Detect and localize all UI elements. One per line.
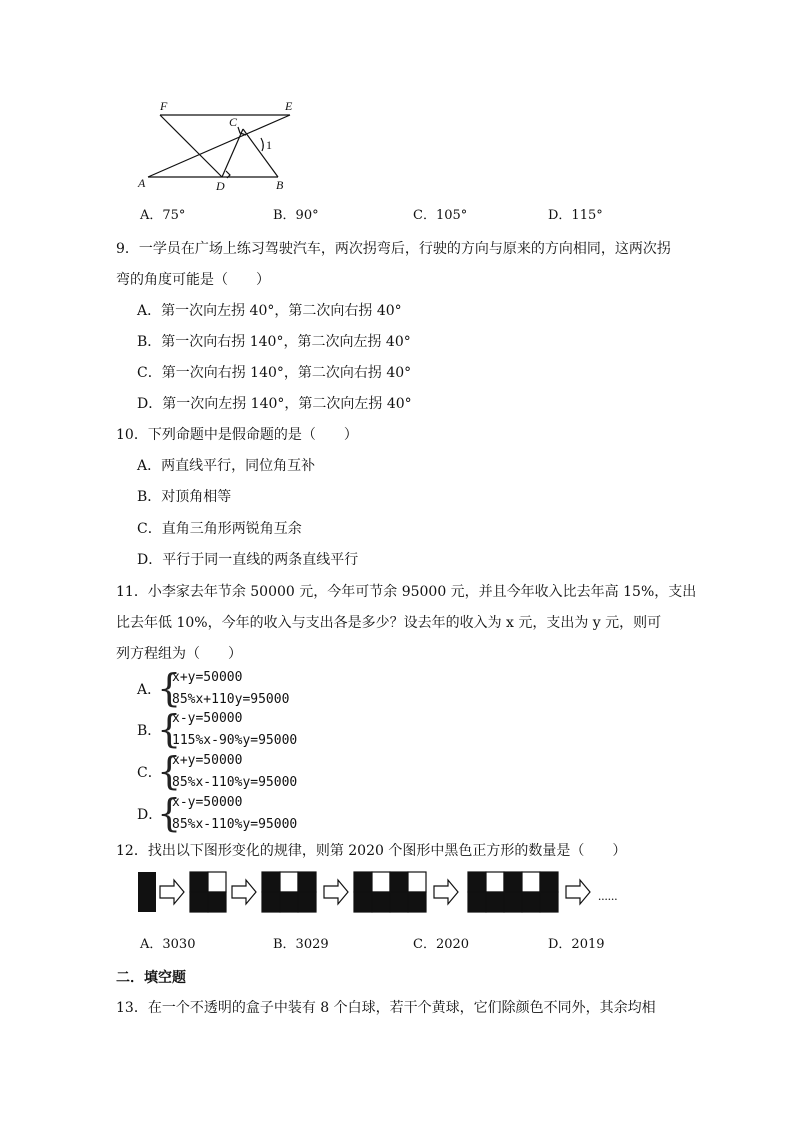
q11-option-a-eq1: x+y=50000 — [172, 670, 243, 685]
q8-option-d: D．115° — [548, 208, 603, 223]
q11-option-a-brace: { — [157, 666, 182, 710]
q10-stem: 10．下列命题中是假命题的是（ ） — [116, 427, 358, 443]
q10-option-c: C．直角三角形两锐角互余 — [137, 521, 302, 537]
q11-option-c-brace: { — [157, 749, 182, 793]
q11-stem-line2: 比去年低 10%，今年的收入与支出各是多少？设去年的收入为 x 元，支出为 y 元，则可 — [116, 615, 662, 631]
q11-option-b-eq2: 115%x-90%y=95000 — [172, 733, 298, 748]
q11-option-d-eq2: 85%x-110%y=95000 — [172, 817, 298, 832]
pattern-figure — [136, 868, 636, 918]
q12-option-a: A．3030 — [140, 937, 196, 952]
q9-option-c: C．第一次向右拐 140°，第二次向右拐 40° — [137, 365, 412, 381]
q11-stem-line3: 列方程组为（ ） — [116, 646, 242, 662]
label-a: A — [138, 176, 146, 190]
q11-option-a-eq2: 85%x+110y=95000 — [172, 692, 290, 707]
label-d: D — [216, 179, 225, 193]
q11-option-d-brace: { — [157, 791, 182, 835]
q11-option-b-label: B． — [137, 723, 162, 739]
q8-option-c: C．105° — [413, 208, 468, 223]
pattern-step-3 — [262, 872, 316, 912]
q9-stem-line2: 弯的角度可能是（ ） — [116, 272, 270, 288]
q11-option-c-eq2: 85%x-110%y=95000 — [172, 775, 298, 790]
q10-option-a: A．两直线平行，同位角互补 — [137, 458, 316, 474]
q11-stem-line1: 11．小李家去年节余 50000 元，今年可节余 95000 元，并且今年收入比去年高 15%，支出 — [116, 584, 697, 600]
q9-option-a: A．第一次向左拐 40°，第二次向右拐 40° — [137, 303, 402, 319]
label-b: B — [276, 178, 284, 192]
q9-stem-line1: 9．一学员在广场上练习驾驶汽车，两次拐弯后，行驶的方向与原来的方向相同，这两次拐 — [116, 241, 671, 257]
pattern-step-4 — [354, 872, 426, 912]
arrow-icon — [434, 880, 458, 904]
label-e: E — [285, 99, 293, 113]
q11-option-d-label: D． — [137, 807, 163, 823]
q13-stem: 13．在一个不透明的盒子中装有 8 个白球，若干个黄球，它们除颜色不同外，其余均相 — [116, 1000, 656, 1016]
arrow-icon — [232, 880, 256, 904]
geometry-figure — [130, 95, 310, 195]
pattern-step-5 — [468, 872, 558, 912]
q9-option-d: D．第一次向左拐 140°，第二次向左拐 40° — [137, 396, 412, 412]
q12-stem: 12．找出以下图形变化的规律，则第 2020 个图形中黑色正方形的数量是（ ） — [116, 843, 627, 859]
q12-option-c: C．2020 — [413, 937, 470, 952]
pattern-ellipsis: ...... — [598, 888, 618, 903]
arrow-icon — [160, 880, 184, 904]
q11-option-a-label: A． — [137, 682, 162, 698]
q11-option-b-eq1: x-y=50000 — [172, 711, 243, 726]
q11-option-d-eq1: x-y=50000 — [172, 795, 243, 810]
q11-option-b-brace: { — [157, 707, 182, 751]
q11-option-c-label: C． — [137, 765, 162, 781]
q12-option-b: B．3029 — [273, 937, 329, 952]
line-cb — [243, 129, 278, 177]
line-cd — [222, 129, 243, 177]
q8-option-b: B．90° — [273, 208, 319, 223]
q10-option-d: D．平行于同一直线的两条直线平行 — [137, 552, 359, 568]
q10-option-b: B．对顶角相等 — [137, 489, 232, 505]
label-f: F — [160, 99, 168, 113]
pattern-step-2 — [190, 872, 226, 912]
arrow-icon — [566, 880, 590, 904]
q9-option-b: B．第一次向右拐 140°，第二次向左拐 40° — [137, 334, 411, 350]
angle-1-arc — [261, 138, 263, 151]
section-title: 二．填空题 — [116, 970, 186, 986]
pattern-step-1 — [138, 872, 156, 912]
label-c: C — [229, 115, 238, 129]
q12-option-d: D．2019 — [548, 937, 605, 952]
label-1: 1 — [266, 138, 272, 152]
q8-option-a: A．75° — [140, 208, 186, 223]
arrow-icon — [324, 880, 348, 904]
q11-option-c-eq1: x+y=50000 — [172, 753, 243, 768]
